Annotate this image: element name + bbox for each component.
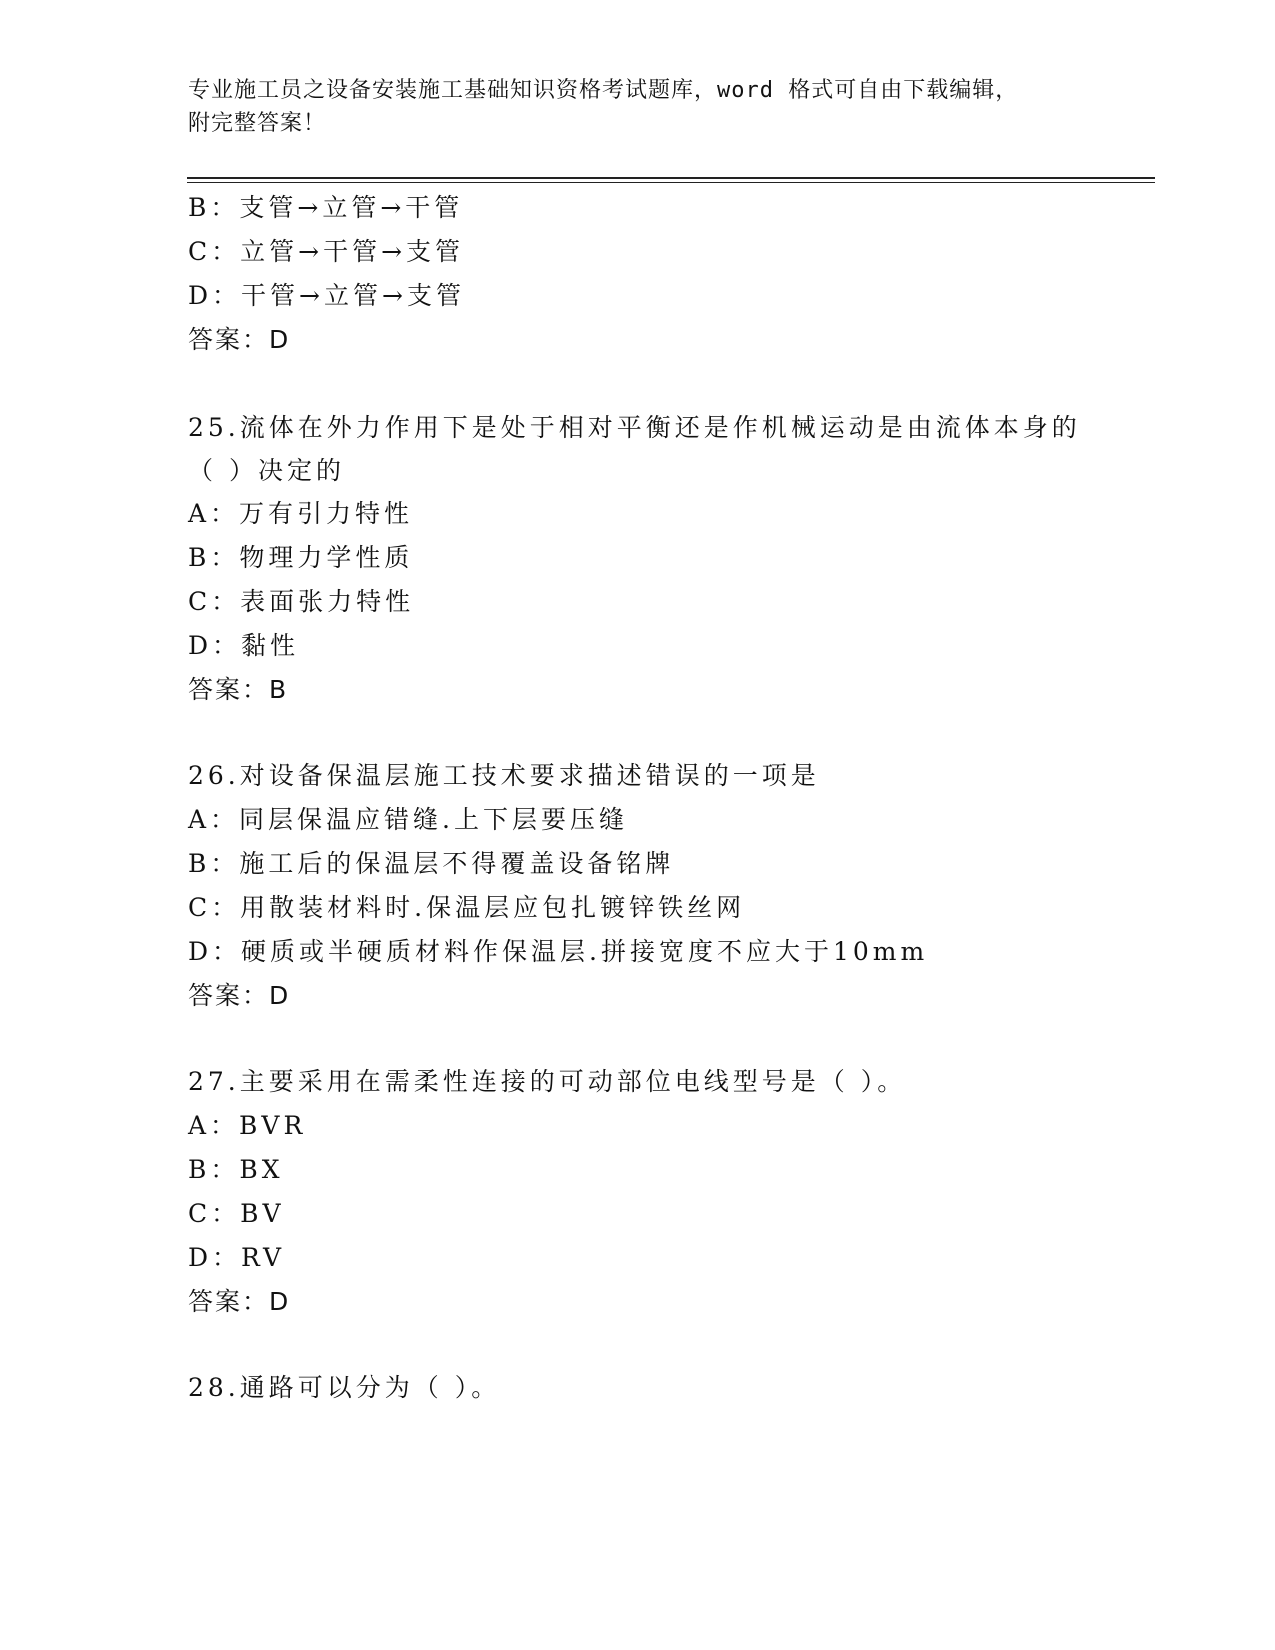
question-26-option-c: C：用散装材料时.保温层应包扎镀锌铁丝网 [188, 893, 746, 922]
question-25-option-a: A：万有引力特性 [188, 499, 414, 528]
question-25-stem-cont: （ ）决定的 [188, 456, 345, 485]
question-26-option-d: D：硬质或半硬质材料作保温层.拼接宽度不应大于10mm [188, 937, 929, 966]
question-27-option-a: A：BVR [188, 1111, 307, 1140]
header-divider-thin [187, 182, 1155, 183]
question-25-option-c: C：表面张力特性 [188, 587, 415, 616]
question-27-option-d: D：RV [188, 1243, 286, 1272]
option-b: B：支管→立管→干管 [188, 193, 464, 222]
option-c: C：立管→干管→支管 [188, 237, 465, 266]
question-25-answer: 答案：B [188, 675, 289, 704]
question-25-option-d: D：黏性 [188, 631, 300, 660]
answer: 答案：D [188, 325, 291, 354]
question-26-answer: 答案：D [188, 981, 291, 1010]
question-26-stem: 26.对设备保温层施工技术要求描述错误的一项是 [188, 761, 820, 790]
header-divider-thick [187, 177, 1155, 179]
question-26-option-b: B：施工后的保温层不得覆盖设备铭牌 [188, 849, 675, 878]
header-line-2: 附完整答案！ [188, 111, 327, 136]
question-27-stem: 27.主要采用在需柔性连接的可动部位电线型号是（ ）。 [188, 1067, 907, 1096]
option-d: D：干管→立管→支管 [188, 281, 465, 310]
question-25-option-b: B：物理力学性质 [188, 543, 414, 572]
document-header [188, 74, 1068, 140]
question-27-answer: 答案：D [188, 1287, 291, 1316]
question-28-stem: 28.通路可以分为（ ）。 [188, 1373, 501, 1402]
question-27-option-b: B：BX [188, 1155, 284, 1184]
question-26-option-a: A：同层保温应错缝.上下层要压缝 [188, 805, 629, 834]
question-25-stem: 25.流体在外力作用下是处于相对平衡还是作机械运动是由流体本身的 [188, 413, 1081, 442]
header-line-1: 专业施工员之设备安装施工基础知识资格考试题库，word 格式可自由下载编辑， [188, 78, 1019, 103]
question-27-option-c: C：BV [188, 1199, 285, 1228]
